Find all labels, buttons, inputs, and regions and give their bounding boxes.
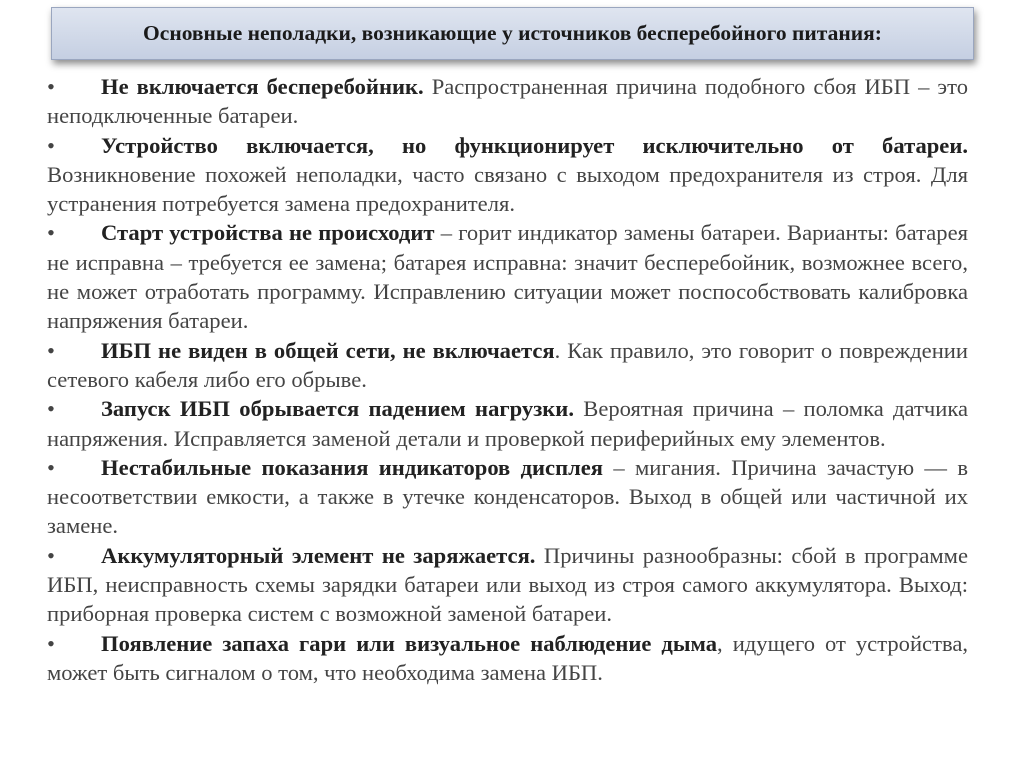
bullet-icon: • [47, 132, 55, 158]
bullet-icon: • [47, 220, 55, 246]
fault-description: . Как правило, это говорит о повреждении сетевого кабеля либо его обрыве. [47, 337, 968, 392]
fault-heading: ИБП не виден в общей сети, не включается [101, 337, 555, 363]
fault-heading: Не включается бесперебойник. [101, 74, 424, 99]
fault-heading: Запуск ИБП обрывается падением нагрузки. [101, 396, 574, 422]
fault-heading: Аккумуляторный элемент не заряжается. [101, 542, 536, 568]
bullet-icon: • [47, 630, 55, 656]
fault-description: Возникновение похожей неполадки, часто связано с выходом предохранителя из строя. Для устранения потребуется замена предохранителя. [47, 161, 968, 217]
fault-description: – горит индикатор замены батареи. Варианты: батарея не исправна – требуется ее замена; батарея исправна: значит бесперебойник, возможнее всего, не может отработать программу. Исправлению ситуации может поспособствовать калибровка напряжения батареи. [47, 220, 968, 334]
title-banner [51, 7, 974, 60]
bullet-icon: • [47, 74, 55, 99]
fault-item [47, 541, 968, 629]
fault-item [47, 336, 968, 395]
fault-list [47, 72, 968, 687]
fault-description: Причины разнообразны: сбой в программе ИБП, неисправность схемы зарядки батареи или выход из строя самого аккумулятора. Выход: приборная проверка систем с возможной заменой батареи. [47, 542, 968, 627]
fault-item [47, 131, 968, 219]
fault-heading: Появление запаха гари или визуальное наблюдение дыма [101, 630, 718, 656]
fault-description: Распространенная причина подобного сбоя ИБП – это неподключенные батареи. [47, 74, 968, 129]
bullet-icon: • [47, 337, 55, 363]
bullet-icon: • [47, 454, 55, 480]
bullet-icon: • [47, 396, 55, 422]
fault-heading: Нестабильные показания индикаторов дисплея [101, 454, 604, 480]
fault-item [47, 453, 968, 541]
fault-heading: Старт устройства не происходит [101, 220, 435, 246]
fault-item [47, 218, 968, 335]
fault-description: – мигания. Причина зачастую — в несоответствии емкости, а также в утечке конденсаторов. Выход в общей или частичной их замене. [47, 454, 968, 539]
fault-item [47, 394, 968, 453]
fault-item [47, 72, 968, 131]
fault-description: , идущего от устройства, может быть сигналом о том, что необходима замена ИБП. [47, 630, 968, 685]
bullet-icon: • [47, 542, 55, 568]
fault-description: Вероятная причина – поломка датчика напряжения. Исправляется заменой детали и проверкой периферийных ему элементов. [47, 396, 968, 451]
fault-heading: Устройство включается, но функционирует исключительно от батареи. [101, 132, 968, 158]
slide-title: Основные неполадки, возникающие у источников бесперебойного питания: [143, 21, 882, 45]
fault-item [47, 629, 968, 688]
